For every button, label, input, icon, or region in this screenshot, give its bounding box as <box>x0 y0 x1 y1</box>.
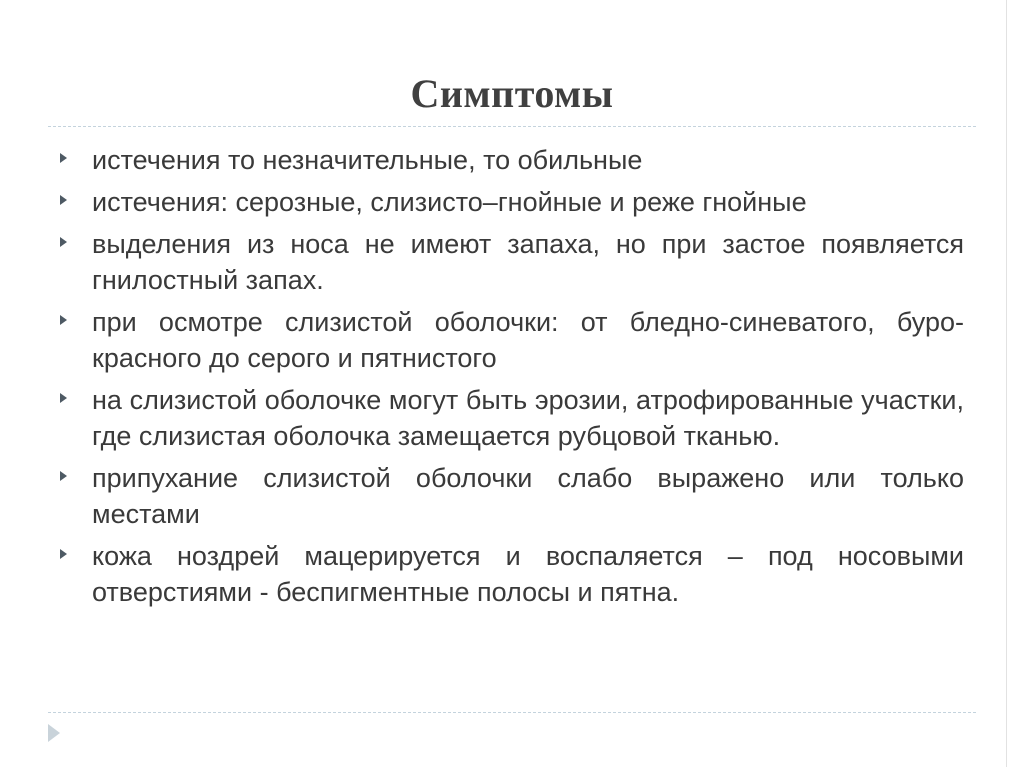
bullet-triangle-icon <box>60 153 67 163</box>
list-item-text: выделения из носа не имеют запаха, но при застое появляется гнилостный запах. <box>92 229 964 295</box>
bullet-triangle-icon <box>60 471 67 481</box>
list-item <box>58 304 964 376</box>
list-item <box>58 142 964 178</box>
bullet-triangle-icon <box>60 393 67 403</box>
list-item-text: истечения: серозные, слизисто–гнойные и реже гнойные <box>92 187 807 217</box>
list-item-text: истечения то незначительные, то обильные <box>92 145 643 175</box>
list-item <box>58 382 964 454</box>
list-item-text: кожа ноздрей мацерируется и воспаляется – под носовыми отверстиями - беспигментные полосы и пятна. <box>92 541 964 607</box>
list-item-text: при осмотре слизистой оболочки: от бледно-синеватого, буро-красного до серого и пятнистого <box>92 307 964 373</box>
footer-divider <box>48 712 976 713</box>
bullet-triangle-icon <box>60 315 67 325</box>
list-item-text: припухание слизистой оболочки слабо выражено или только местами <box>92 463 964 529</box>
right-border-line <box>1006 0 1007 767</box>
list-item <box>58 538 964 610</box>
slide-title: Симптомы <box>410 71 614 116</box>
corner-triangle-icon <box>48 724 60 742</box>
bullet-triangle-icon <box>60 237 67 247</box>
symptom-list <box>58 142 964 616</box>
list-item <box>58 226 964 298</box>
bullet-triangle-icon <box>60 549 67 559</box>
bullet-triangle-icon <box>60 195 67 205</box>
list-item <box>58 184 964 220</box>
list-item <box>58 460 964 532</box>
title-divider <box>48 126 976 127</box>
list-item-text: на слизистой оболочке могут быть эрозии, атрофированные участки, где слизистая оболочка замещается рубцовой тканью. <box>92 385 964 451</box>
